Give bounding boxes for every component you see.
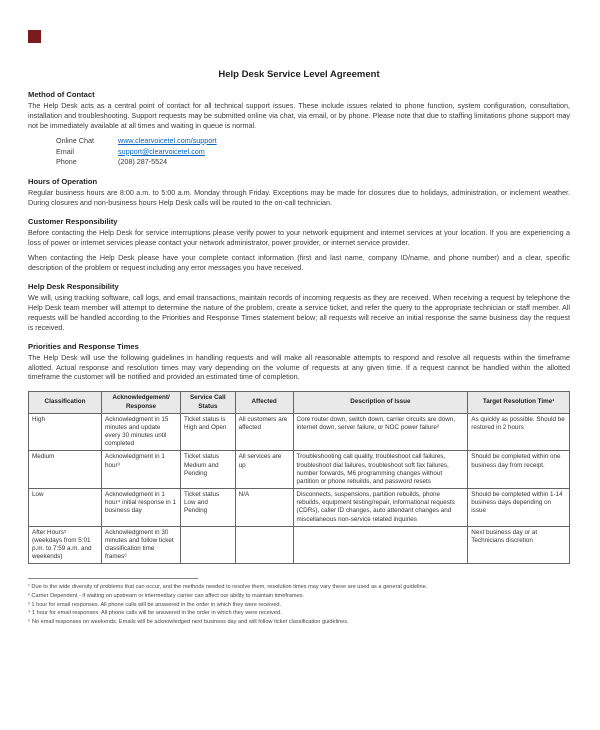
footnote: ¹ Due to the wide diversity of problems that can occur, and the methods needed to resolve them, resolution times may vary these are used as a general guideline. bbox=[28, 584, 428, 591]
table-cell: Ticket status is High and Open bbox=[181, 413, 236, 451]
contact-list bbox=[56, 136, 570, 168]
section-help-desk-responsibility bbox=[28, 282, 570, 333]
section-method-of-contact bbox=[28, 90, 570, 168]
table-cell: Core router down, switch down, carrier circuits are down, internet down, server failure, or NOC power failure² bbox=[293, 413, 468, 451]
section-body: The Help Desk acts as a central point of contact for all technical support issues. These include issues related to phone function, system configuration, consultation, installation and troubleshooting. Support requests may be submitted online via chat, via email, or by phone. Please note that due to staffing limitations phone support may not be immediately available at all times and waiting in queue is normal. bbox=[28, 101, 570, 130]
footnote: ⁵ No email responses on weekends. Emails will be acknowledged next business day and will follow ticket classification guidelines. bbox=[28, 619, 349, 626]
section-paragraph: Before contacting the Help Desk for service interruptions please verify power to your network equipment and internet services at your location. If you are experiencing a loss of power or internet services please contact your network administrator, power provider, or internet service provider. bbox=[28, 228, 570, 248]
contact-row-phone bbox=[56, 157, 570, 168]
table-cell: Acknowledgment in 1 hour³ bbox=[102, 451, 181, 489]
section-paragraph: When contacting the Help Desk please have your complete contact information (first and last name, company ID/name, and phone number) and a clear, specific description of the problem or request including any error messages you have received. bbox=[28, 252, 570, 272]
section-priorities bbox=[28, 342, 570, 383]
section-heading: Hours of Operation bbox=[28, 177, 98, 187]
footnote: ³ 1 hour for email responses. All phone calls will be answered in the order in which they were received. bbox=[28, 601, 282, 608]
sla-table bbox=[28, 391, 570, 564]
table-cell: High bbox=[29, 413, 102, 451]
table-header-cell: Target Resolution Time¹ bbox=[468, 392, 570, 413]
table-cell: Acknowledgment in 15 minutes and update every 30 minutes until completed bbox=[102, 413, 181, 451]
footnote-separator bbox=[28, 578, 198, 579]
contact-label: Online Chat bbox=[56, 135, 94, 145]
table-cell: N/A bbox=[235, 489, 293, 527]
section-body: The Help Desk will use the following guidelines in handling requests and will make all reasonable attempts to respond and resolve all requests within the timeframe allotted. Actual response and resolution times may vary depending on the volume of requests at any given time. If a request cannot be handled within the allotted timeframe the customer will be notified and provided an estimated time of completion. bbox=[28, 352, 570, 382]
section-heading: Priorities and Response Times bbox=[28, 341, 139, 351]
table-cell: After Hours⁵ (weekdays from 5:01 p.m. to 7:59 a.m. and weekends) bbox=[29, 526, 102, 564]
table-header-cell: Affected bbox=[235, 392, 293, 413]
table-header-cell: Acknowledgement/ Response bbox=[102, 392, 181, 413]
table-cell: All customers are affected bbox=[235, 413, 293, 451]
section-customer-responsibility bbox=[28, 217, 570, 273]
table-cell: Ticket status Low and Pending bbox=[181, 489, 236, 527]
table-cell: Next business day or at Technicians discretion bbox=[468, 526, 570, 564]
email-link[interactable]: support@clearvoicetel.com bbox=[118, 146, 205, 156]
sla-table-body bbox=[29, 413, 570, 564]
section-heading: Method of Contact bbox=[28, 90, 95, 99]
table-cell: Ticket status Medium and Pending bbox=[181, 451, 236, 489]
footnotes-list bbox=[28, 583, 570, 626]
table-row bbox=[29, 413, 570, 451]
table-cell: Troubleshooting call quality, troubleshoot call failures, troubleshoot dial failures, troubleshoot soft fax failures, number forwards, M6 programming changes without partition or phone rebuilds, and password resets bbox=[293, 451, 468, 489]
table-cell: Acknowledgment in 30 minutes and follow ticket classification time frames⁶ bbox=[102, 526, 181, 564]
page-title: Help Desk Service Level Agreement bbox=[218, 69, 380, 80]
contact-label: Phone bbox=[56, 157, 77, 167]
table-row bbox=[29, 526, 570, 564]
table-cell bbox=[235, 526, 293, 564]
table-cell: All services are up bbox=[235, 451, 293, 489]
table-header-cell: Classification bbox=[29, 392, 102, 413]
table-header-row bbox=[29, 392, 570, 413]
phone-number: (208) 287-5524 bbox=[118, 157, 168, 167]
table-cell bbox=[293, 526, 468, 564]
section-body: Regular business hours are 8:00 a.m. to 5:00 a.m. Monday through Friday. Exceptions may be made for closures due to holidays, administration, or inclement weather. During closures and non-business hours Help Desk calls will be routed to the on-call technician. bbox=[28, 188, 570, 208]
contact-row-email bbox=[56, 147, 570, 158]
table-cell: Disconnects, suspensions, partition rebuilds, phone rebuilds, equipment testing/repair, informational requests (CDRs), caller ID changes, auto attendant changes and miscellaneous non-service related inquiries bbox=[293, 489, 468, 527]
table-row bbox=[29, 489, 570, 527]
contact-row-online-chat bbox=[56, 136, 570, 147]
table-header-cell: Service Call Status bbox=[181, 392, 236, 413]
section-heading: Help Desk Responsibility bbox=[28, 281, 119, 291]
table-cell: Medium bbox=[29, 451, 102, 489]
section-body: We will, using tracking software, call logs, and email transactions, maintain records of incoming requests as they are received. When receiving a request by telephone the Help Desk team member will attempt to determine the nature of the problem, create a service ticket, and refer the query to the appropriate technician or staff member. All requests will be handled according to the Priorities and Response Times statement below; all requests will receive an initial response the same business day the request is received. bbox=[28, 292, 570, 332]
logo-square-icon bbox=[28, 30, 41, 43]
table-cell: As quickly as possible. Should be restored in 2 hours bbox=[468, 413, 570, 451]
table-row bbox=[29, 451, 570, 489]
table-cell: Acknowledgment in 1 hour⁴ initial response in 1 business day bbox=[102, 489, 181, 527]
online-chat-link[interactable]: www.clearvoicetel.com/support bbox=[118, 135, 217, 145]
section-heading: Customer Responsibility bbox=[28, 217, 118, 227]
table-cell: Low bbox=[29, 489, 102, 527]
section-hours-of-operation bbox=[28, 177, 570, 208]
table-cell: Should be completed within 1-14 business days depending on issue bbox=[468, 489, 570, 527]
footnote: ⁴ 1 hour for email responses. All phone calls will be answered in the order in which they were received. bbox=[28, 610, 282, 617]
table-cell bbox=[181, 526, 236, 564]
table-header-cell: Description of Issue bbox=[293, 392, 468, 413]
table-cell: Should be completed within one business day from receipt. bbox=[468, 451, 570, 489]
contact-label: Email bbox=[56, 146, 74, 156]
footnote: ² Carrier Dependent - if waiting on upstream or intermediary carrier can affect our ability to maintain timeframes. bbox=[28, 593, 304, 600]
